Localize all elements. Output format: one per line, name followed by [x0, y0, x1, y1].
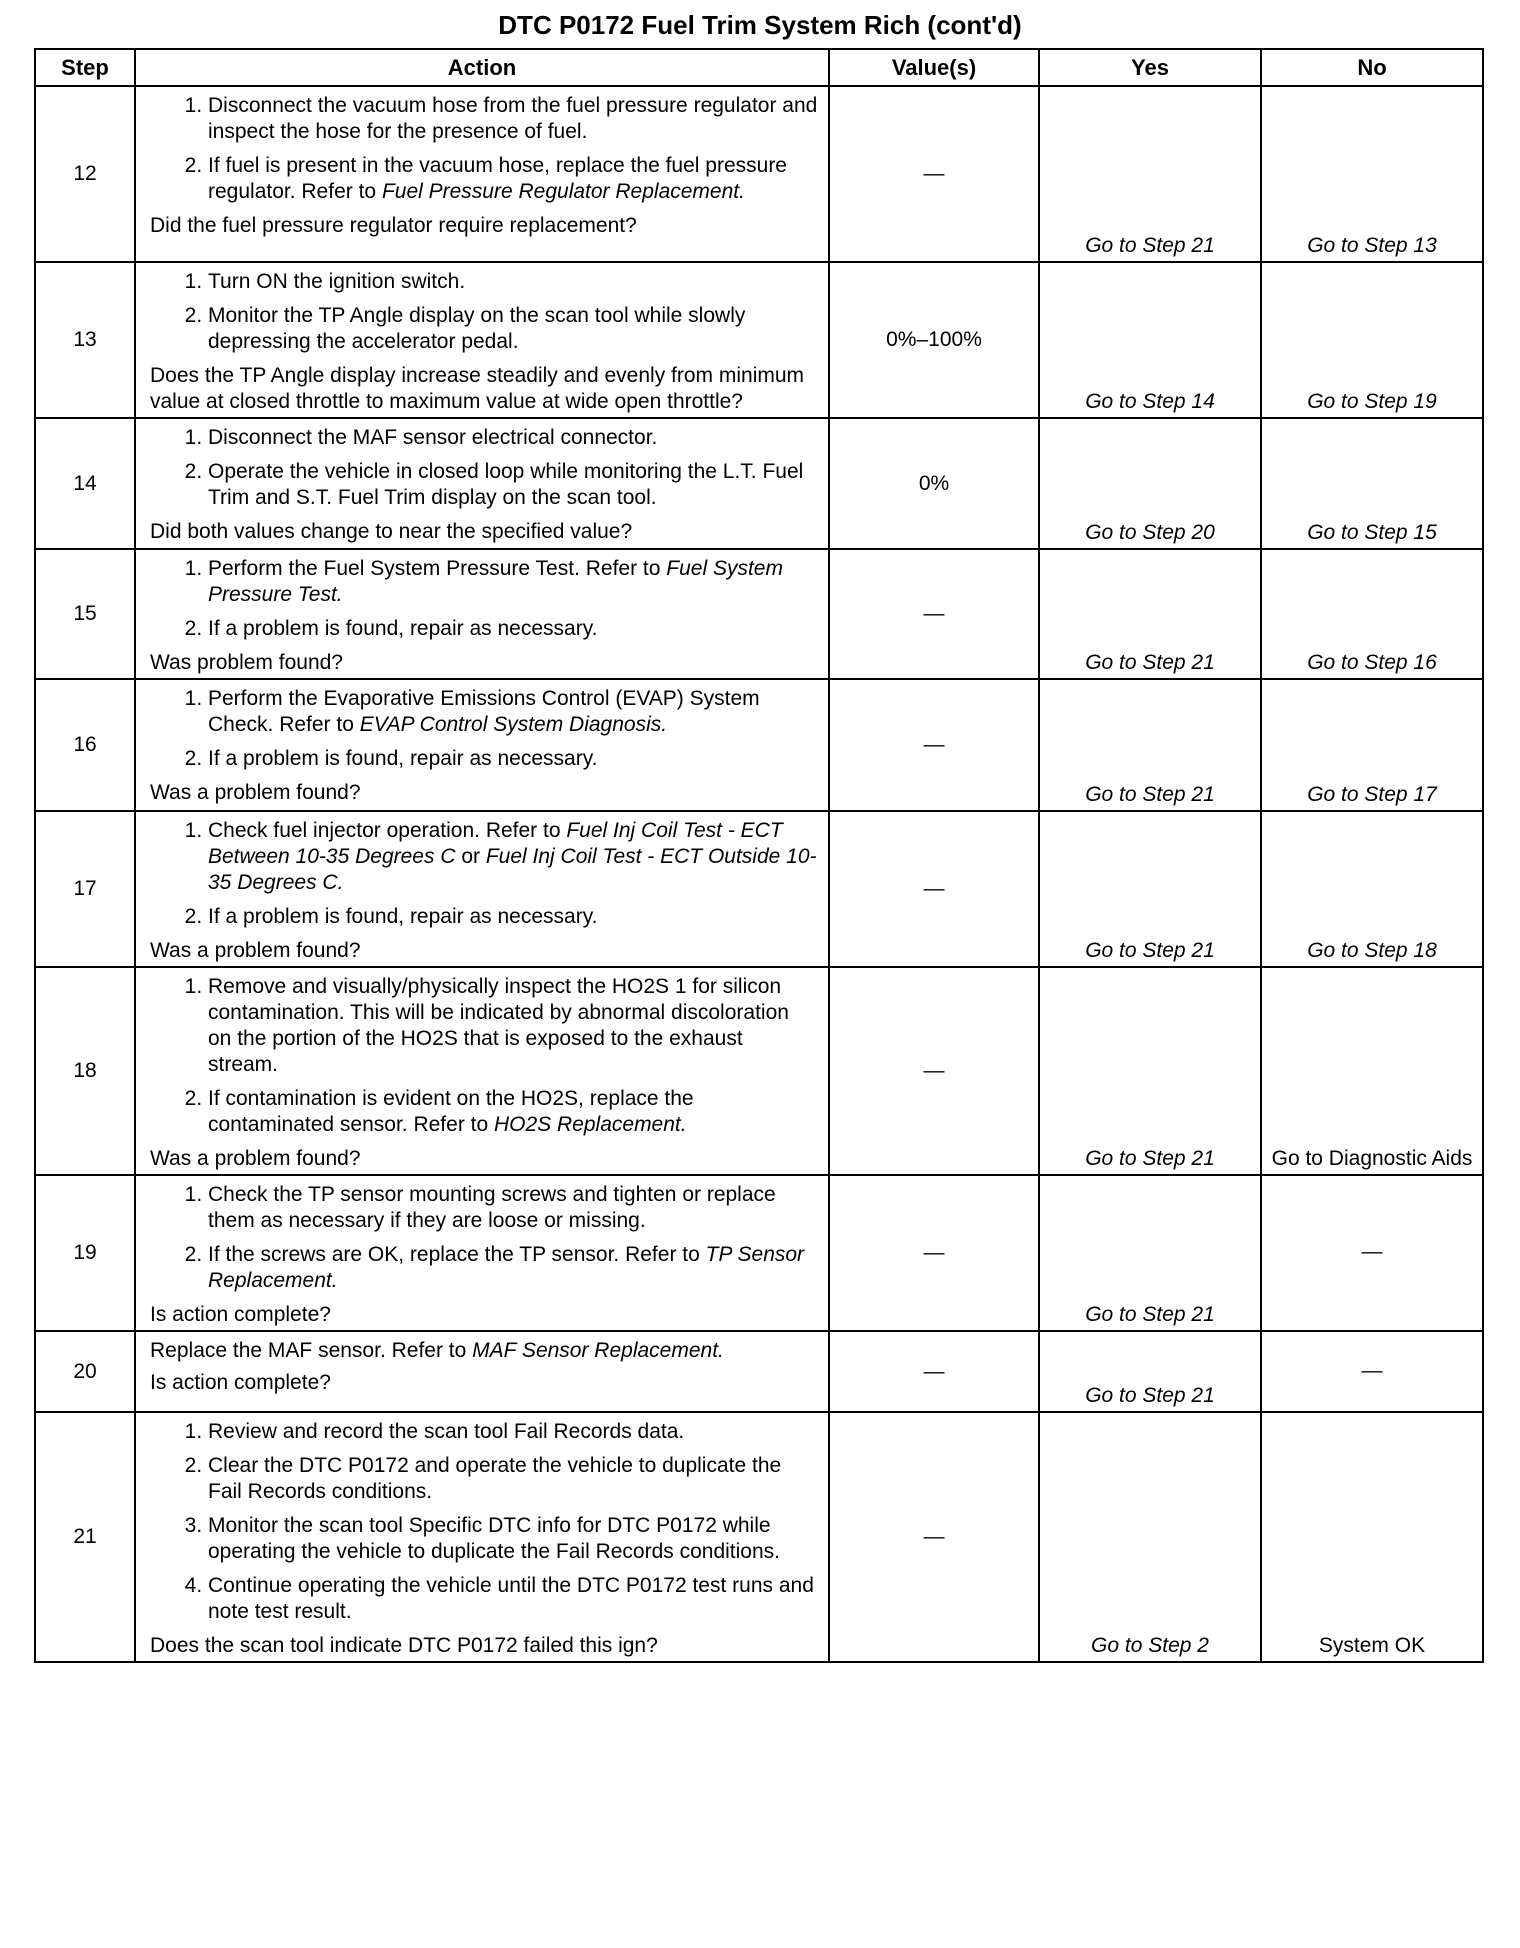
action-step [208, 686, 818, 738]
yes-result: Go to Step 20 [1039, 418, 1261, 549]
action-step [208, 425, 818, 451]
header-no: No [1261, 49, 1483, 86]
no-result: Go to Step 19 [1261, 262, 1483, 418]
action-step [208, 1182, 818, 1234]
diagnostic-table [34, 48, 1484, 1663]
action-text: If a problem is found, repair as necessary. [208, 617, 598, 640]
action-step [208, 1453, 818, 1505]
no-result: Go to Step 18 [1261, 811, 1483, 967]
action-step [208, 153, 818, 205]
reference-link-text: Fuel Pressure Regulator Replacement. [381, 180, 745, 203]
action-question: Was a problem found? [150, 939, 361, 962]
step-number: 16 [35, 679, 135, 811]
action-steps [150, 425, 818, 511]
header-step: Step [35, 49, 135, 86]
table-row [35, 86, 1483, 262]
table-row [35, 1331, 1483, 1412]
action-cell [135, 811, 829, 967]
yes-result: Go to Step 2 [1039, 1412, 1261, 1662]
action-question: Was a problem found? [150, 781, 361, 804]
action-text: Operate the vehicle in closed loop while monitoring the L.T. Fuel Trim and S.T. Fuel Trim display on the scan tool. [208, 460, 804, 509]
value-cell: — [829, 549, 1039, 679]
action-step [208, 616, 818, 642]
action-step [208, 746, 818, 772]
action-steps [150, 1419, 818, 1625]
action-steps [150, 686, 818, 772]
value-cell: — [829, 679, 1039, 811]
no-result: — [1261, 1331, 1483, 1412]
action-text: If contamination is evident on the HO2S, replace the contaminated sensor. Refer to [208, 1087, 694, 1136]
reference-link-text: Fuel Inj Coil Test - ECT Outside 10-35 Degrees C. [208, 845, 817, 894]
action-question: Does the TP Angle display increase steadily and evenly from minimum value at closed throttle to maximum value at wide open throttle? [150, 364, 805, 413]
step-number: 18 [35, 967, 135, 1175]
table-row [35, 1175, 1483, 1331]
step-number: 17 [35, 811, 135, 967]
action-question: Was problem found? [150, 651, 343, 674]
header-action: Action [135, 49, 829, 86]
action-cell [135, 1331, 829, 1412]
action-text: Check fuel injector operation. Refer to [208, 819, 567, 842]
action-step [208, 1242, 818, 1294]
action-cell [135, 679, 829, 811]
action-text: If the screws are OK, replace the TP sensor. Refer to [208, 1243, 706, 1266]
action-text: Continue operating the vehicle until the DTC P0172 test runs and note test result. [208, 1574, 814, 1623]
action-step [208, 1573, 818, 1625]
action-question: Does the scan tool indicate DTC P0172 failed this ign? [150, 1634, 658, 1657]
action-cell [135, 262, 829, 418]
action-paragraph [150, 1338, 818, 1364]
reference-link-text: HO2S Replacement. [494, 1113, 687, 1136]
value-cell: — [829, 811, 1039, 967]
action-step [208, 1419, 818, 1445]
yes-result: Go to Step 21 [1039, 811, 1261, 967]
reference-link-text: TP Sensor Replacement. [208, 1243, 805, 1292]
action-question: Is action complete? [150, 1303, 331, 1326]
table-row [35, 262, 1483, 418]
no-result: System OK [1261, 1412, 1483, 1662]
yes-result: Go to Step 14 [1039, 262, 1261, 418]
yes-result: Go to Step 21 [1039, 679, 1261, 811]
table-row [35, 418, 1483, 549]
action-text: Review and record the scan tool Fail Records data. [208, 1420, 685, 1443]
action-step [208, 93, 818, 145]
action-step [208, 269, 818, 295]
action-cell [135, 1175, 829, 1331]
action-steps [150, 974, 818, 1138]
reference-link-text: Fuel System Pressure Test. [208, 557, 783, 606]
header-yes: Yes [1039, 49, 1261, 86]
reference-link-text: MAF Sensor Replacement. [472, 1339, 724, 1362]
no-result: Go to Step 17 [1261, 679, 1483, 811]
no-result: Go to Step 15 [1261, 418, 1483, 549]
action-steps [150, 556, 818, 642]
action-text: Disconnect the vacuum hose from the fuel pressure regulator and inspect the hose for the presence of fuel. [208, 94, 818, 143]
yes-result: Go to Step 21 [1039, 86, 1261, 262]
step-number: 20 [35, 1331, 135, 1412]
value-cell: — [829, 1175, 1039, 1331]
action-text: Perform the Fuel System Pressure Test. Refer to [208, 557, 667, 580]
action-text: Remove and visually/physically inspect the HO2S 1 for silicon contamination. This will be indicated by abnormal discoloration on the portion of the HO2S that is exposed to the exhaust stream. [208, 975, 789, 1076]
action-question: Is action complete? [150, 1371, 331, 1394]
action-text: Perform the Evaporative Emissions Control (EVAP) System Check. Refer to [208, 687, 760, 736]
action-text: Disconnect the MAF sensor electrical connector. [208, 426, 658, 449]
action-step [208, 904, 818, 930]
value-cell: 0%–100% [829, 262, 1039, 418]
action-text: Check the TP sensor mounting screws and tighten or replace them as necessary if they are loose or missing. [208, 1183, 776, 1232]
step-number: 15 [35, 549, 135, 679]
action-text: Replace the MAF sensor. Refer to [150, 1339, 473, 1362]
step-number: 14 [35, 418, 135, 549]
page-title: DTC P0172 Fuel Trim System Rich (cont'd) [498, 10, 1022, 40]
action-cell [135, 86, 829, 262]
header-row [35, 49, 1483, 86]
value-cell: — [829, 1331, 1039, 1412]
value-cell: 0% [829, 418, 1039, 549]
action-steps [150, 269, 818, 355]
table-row [35, 549, 1483, 679]
action-text: Monitor the scan tool Specific DTC info for DTC P0172 while operating the vehicle to duplicate the Fail Records conditions. [208, 1514, 781, 1563]
action-text: If a problem is found, repair as necessary. [208, 905, 598, 928]
action-cell [135, 549, 829, 679]
action-cell [135, 418, 829, 549]
yes-result: Go to Step 21 [1039, 967, 1261, 1175]
header-values: Value(s) [829, 49, 1039, 86]
action-question: Did the fuel pressure regulator require replacement? [150, 214, 637, 237]
action-steps [150, 93, 818, 205]
step-number: 19 [35, 1175, 135, 1331]
table-row [35, 1412, 1483, 1662]
step-number: 12 [35, 86, 135, 262]
action-text: If a problem is found, repair as necessary. [208, 747, 598, 770]
yes-result: Go to Step 21 [1039, 1331, 1261, 1412]
reference-link-text: Fuel Inj Coil Test - ECT Between 10-35 Degrees C [208, 819, 783, 868]
action-step [208, 459, 818, 511]
action-text: Clear the DTC P0172 and operate the vehicle to duplicate the Fail Records conditions. [208, 1454, 782, 1503]
no-result: Go to Step 13 [1261, 86, 1483, 262]
action-text: or [455, 845, 486, 868]
action-step [208, 1513, 818, 1565]
action-step [208, 818, 818, 896]
reference-link-text: EVAP Control System Diagnosis. [359, 713, 668, 736]
action-question: Did both values change to near the specified value? [150, 520, 633, 543]
action-steps [150, 1182, 818, 1294]
action-cell [135, 1412, 829, 1662]
yes-result: Go to Step 21 [1039, 1175, 1261, 1331]
yes-result: Go to Step 21 [1039, 549, 1261, 679]
no-result: Go to Step 16 [1261, 549, 1483, 679]
step-number: 21 [35, 1412, 135, 1662]
table-row [35, 811, 1483, 967]
action-step [208, 974, 818, 1078]
action-question: Was a problem found? [150, 1147, 361, 1170]
action-cell [135, 967, 829, 1175]
step-number: 13 [35, 262, 135, 418]
action-step [208, 303, 818, 355]
table-row [35, 967, 1483, 1175]
action-step [208, 556, 818, 608]
value-cell: — [829, 86, 1039, 262]
value-cell: — [829, 1412, 1039, 1662]
no-result: Go to Diagnostic Aids [1261, 967, 1483, 1175]
value-cell: — [829, 967, 1039, 1175]
action-step [208, 1086, 818, 1138]
table-row [35, 679, 1483, 811]
action-text: If fuel is present in the vacuum hose, replace the fuel pressure regulator. Refer to [208, 154, 787, 203]
action-text: Turn ON the ignition switch. [208, 270, 466, 293]
no-result: — [1261, 1175, 1483, 1331]
action-text: Monitor the TP Angle display on the scan tool while slowly depressing the accelerator pedal. [208, 304, 746, 353]
action-steps [150, 818, 818, 930]
